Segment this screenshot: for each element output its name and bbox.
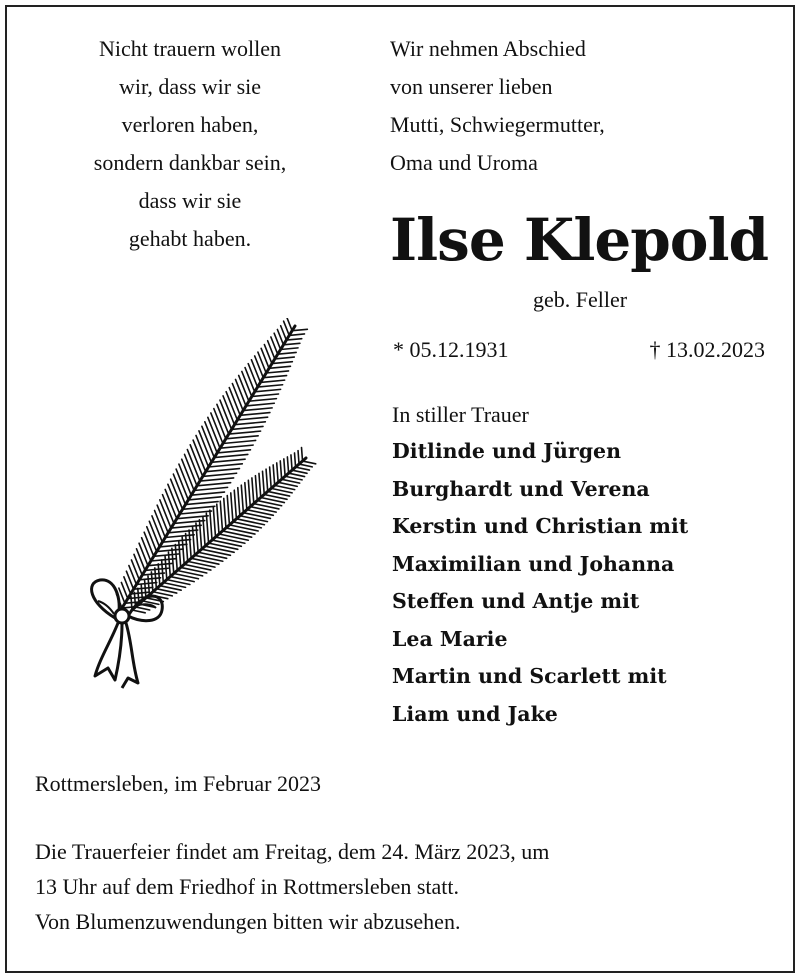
- family-line: Martin und Scarlett mit: [392, 664, 667, 688]
- poem-line: dass wir sie: [138, 188, 242, 213]
- mourning-section: [392, 396, 782, 733]
- place-and-date: Rottmersleben, im Februar 2023: [35, 771, 321, 796]
- ceremony-line: Von Blumenzuwendungen bitten wir abzusehen.: [35, 909, 461, 934]
- ceremony-line: Die Trauerfeier findet am Freitag, dem 24. März 2023, um: [35, 839, 550, 864]
- poem-line: Nicht trauern wollen: [98, 36, 282, 61]
- family-line: Lea Marie: [392, 626, 508, 651]
- family-line: Burghardt und Verena: [392, 476, 650, 501]
- intro-line: Mutti, Schwiegermutter,: [390, 112, 605, 137]
- fir-branch-with-bow-icon: [70, 318, 320, 698]
- intro-line: Oma und Uroma: [390, 150, 538, 175]
- poem-line: sondern dankbar sein,: [93, 150, 287, 175]
- maiden-name: geb. Feller: [532, 287, 628, 312]
- intro-line: Wir nehmen Abschied: [390, 36, 586, 61]
- family-line: Steffen und Antje mit: [392, 589, 640, 613]
- mourning-intro: In stiller Trauer: [392, 402, 529, 427]
- poem-line: verloren haben,: [121, 112, 259, 137]
- family-line: Maximilian und Johanna: [392, 551, 675, 576]
- ceremony-notice: [35, 834, 770, 939]
- death-date: † 13.02.2023: [649, 337, 765, 362]
- family-line: Liam und Jake: [392, 701, 558, 726]
- ceremony-line: 13 Uhr auf dem Friedhof in Rottmersleben statt.: [35, 874, 460, 899]
- deceased-name: Ilse Klepold: [390, 206, 769, 274]
- life-dates: [393, 334, 765, 366]
- poem-line: gehabt haben.: [128, 226, 252, 251]
- poem-line: wir, dass wir sie: [118, 74, 262, 99]
- intro-line: von unserer lieben: [390, 74, 553, 99]
- poem: [30, 30, 350, 258]
- family-line: Ditlinde und Jürgen: [392, 439, 621, 463]
- farewell-intro: [390, 30, 770, 182]
- family-line: Kerstin und Christian mit: [392, 514, 689, 538]
- birth-date: * 05.12.1931: [393, 337, 509, 362]
